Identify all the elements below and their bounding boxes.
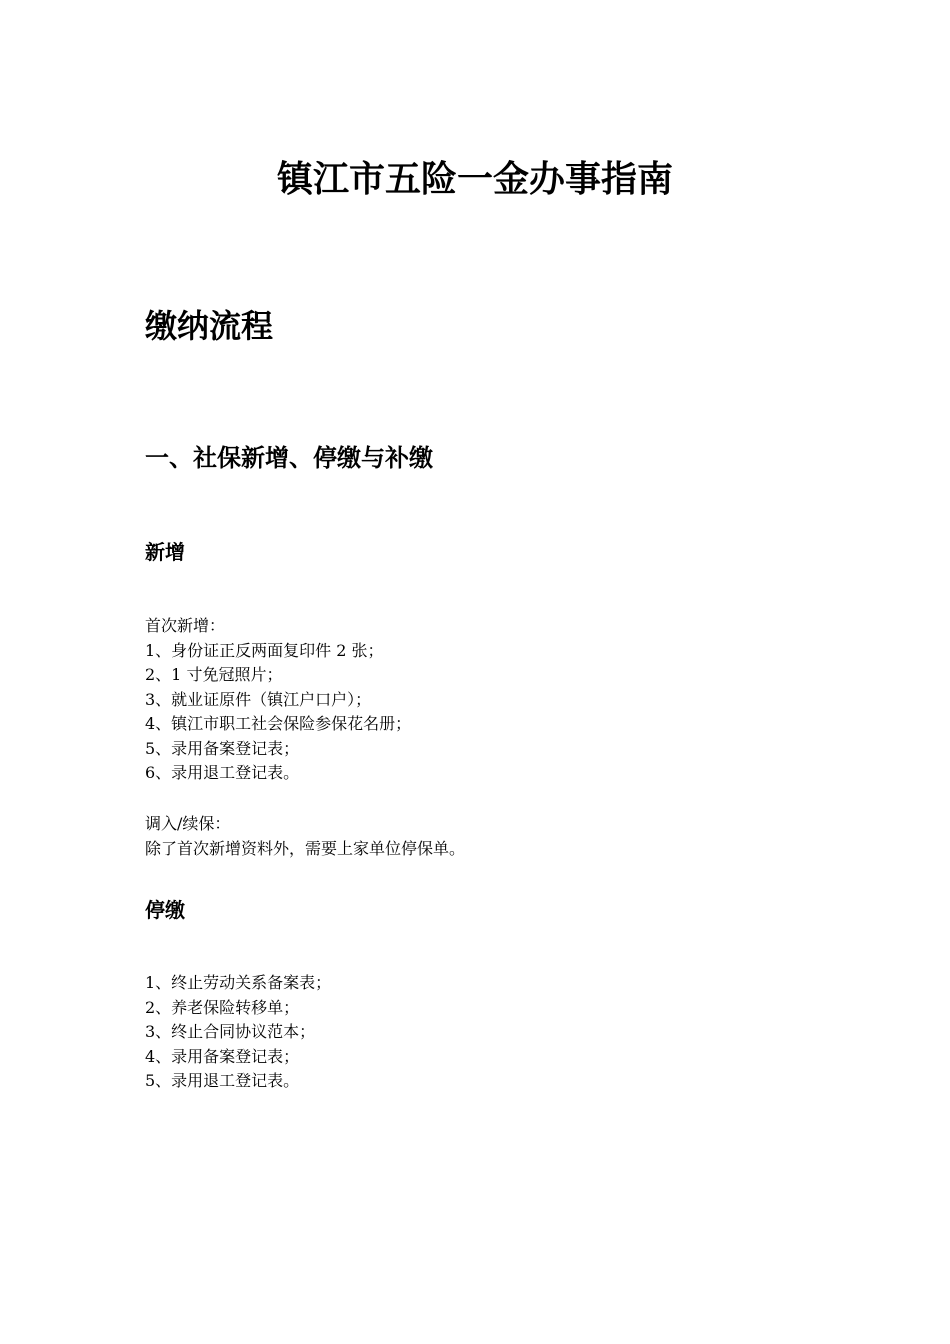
list-item: 3、就业证原件（镇江户口户）； (145, 689, 372, 709)
list-item: 5、录用备案登记表； (145, 738, 300, 758)
transfer-text: 除了首次新增资料外，需要上家单位停保单。 (145, 838, 466, 858)
list-item: 5、录用退工登记表。 (145, 1071, 300, 1090)
list-item: 4、镇江市职工社会保险参保花名册； (145, 714, 412, 733)
list-item: 1、终止劳动关系备案表； (145, 973, 332, 992)
stop-list (145, 971, 331, 1094)
section-heading: 缴纳流程 (145, 307, 274, 345)
first-time-list (145, 614, 411, 786)
transfer-label: 调入/续保： (145, 814, 231, 833)
list-item: 3、终止合同协议范本； (145, 1022, 316, 1041)
list-item: 1、身份证正反两面复印件 2 张； (145, 640, 384, 660)
first-time-label: 首次新增： (145, 616, 226, 635)
document-title: 镇江市五险一金办事指南 (276, 159, 673, 200)
stop-heading: 停缴 (145, 898, 185, 922)
new-enroll-heading: 新增 (145, 540, 185, 564)
transfer-block (145, 812, 465, 861)
list-item: 6、录用退工登记表。 (145, 763, 300, 782)
subsection-heading: 一、社保新增、停缴与补缴 (145, 444, 433, 472)
list-item: 2、养老保险转移单； (145, 997, 300, 1017)
list-item: 2、1 寸免冠照片； (145, 665, 283, 684)
list-item: 4、录用备案登记表； (145, 1046, 300, 1066)
